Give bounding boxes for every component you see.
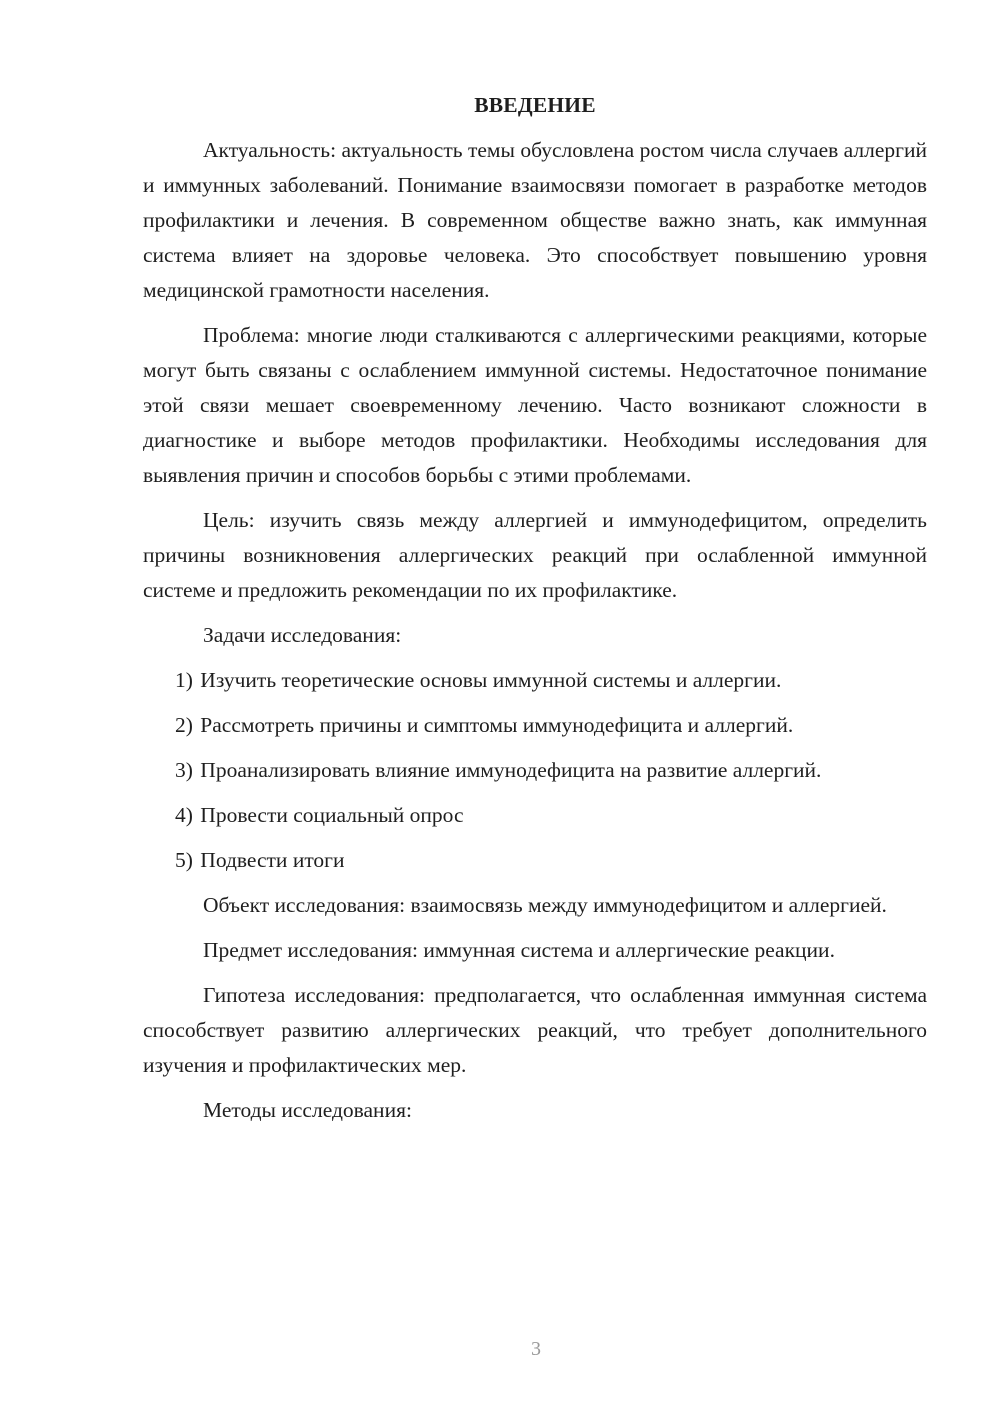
list-item-text: Провести социальный опрос — [200, 803, 464, 827]
list-item-number: 3) — [175, 758, 193, 782]
list-item-number: 1) — [175, 668, 193, 692]
list-item-text: Подвести итоги — [200, 848, 345, 872]
paragraph-object: Объект исследования: взаимосвязь между иммунодефицитом и аллергией. — [203, 893, 887, 917]
list-item-text: Проанализировать влияние иммунодефицита на развитие аллергий. — [200, 758, 822, 782]
paragraph-hypothesis: Гипотеза исследования: предполагается, что ослабленная иммунная система способствует развитию аллергических реакций, что требует дополнительного изучения и профилактических мер. — [143, 983, 927, 1077]
list-item — [143, 798, 927, 833]
list-item — [143, 843, 927, 878]
tasks-list — [143, 663, 927, 878]
list-item-number: 2) — [175, 713, 193, 737]
list-item — [143, 663, 927, 698]
list-item-number: 5) — [175, 848, 193, 872]
list-item-text: Рассмотреть причины и симптомы иммунодефицита и аллергий. — [200, 713, 794, 737]
paragraph-problem: Проблема: многие люди сталкиваются с аллергическими реакциями, которые могут быть связаны с ослаблением иммунной системы. Недостаточное понимание этой связи мешает своевременному лечению. Часто возникают сложности в диагностике и выборе методов профилактики. Необходимы исследования для выявления причин и способов борьбы с этими проблемами. — [143, 323, 927, 487]
list-item — [143, 708, 927, 743]
paragraph-tasks-heading: Задачи исследования: — [203, 623, 402, 647]
paragraph-methods-heading: Методы исследования: — [203, 1098, 412, 1122]
list-item-text: Изучить теоретические основы иммунной системы и аллергии. — [200, 668, 782, 692]
paragraph-relevance: Актуальность: актуальность темы обусловлена ростом числа случаев аллергий и иммунных заболеваний. Понимание взаимосвязи помогает в разработке методов профилактики и лечения. В современном обществе важно знать, как иммунная система влияет на здоровье человека. Это способствует повышению уровня медицинской грамотности населения. — [143, 138, 927, 302]
list-item — [143, 753, 927, 788]
list-item-number: 4) — [175, 803, 193, 827]
page-content — [143, 88, 927, 1138]
paragraph-subject: Предмет исследования: иммунная система и аллергические реакции. — [203, 938, 835, 962]
paragraph-goal: Цель: изучить связь между аллергией и иммунодефицитом, определить причины возникновения аллергических реакций при ослабленной иммунной системе и предложить рекомендации по их профилактике. — [143, 508, 927, 602]
page-title: ВВЕДЕНИЕ — [474, 93, 596, 117]
page-number: 3 — [531, 1338, 541, 1360]
